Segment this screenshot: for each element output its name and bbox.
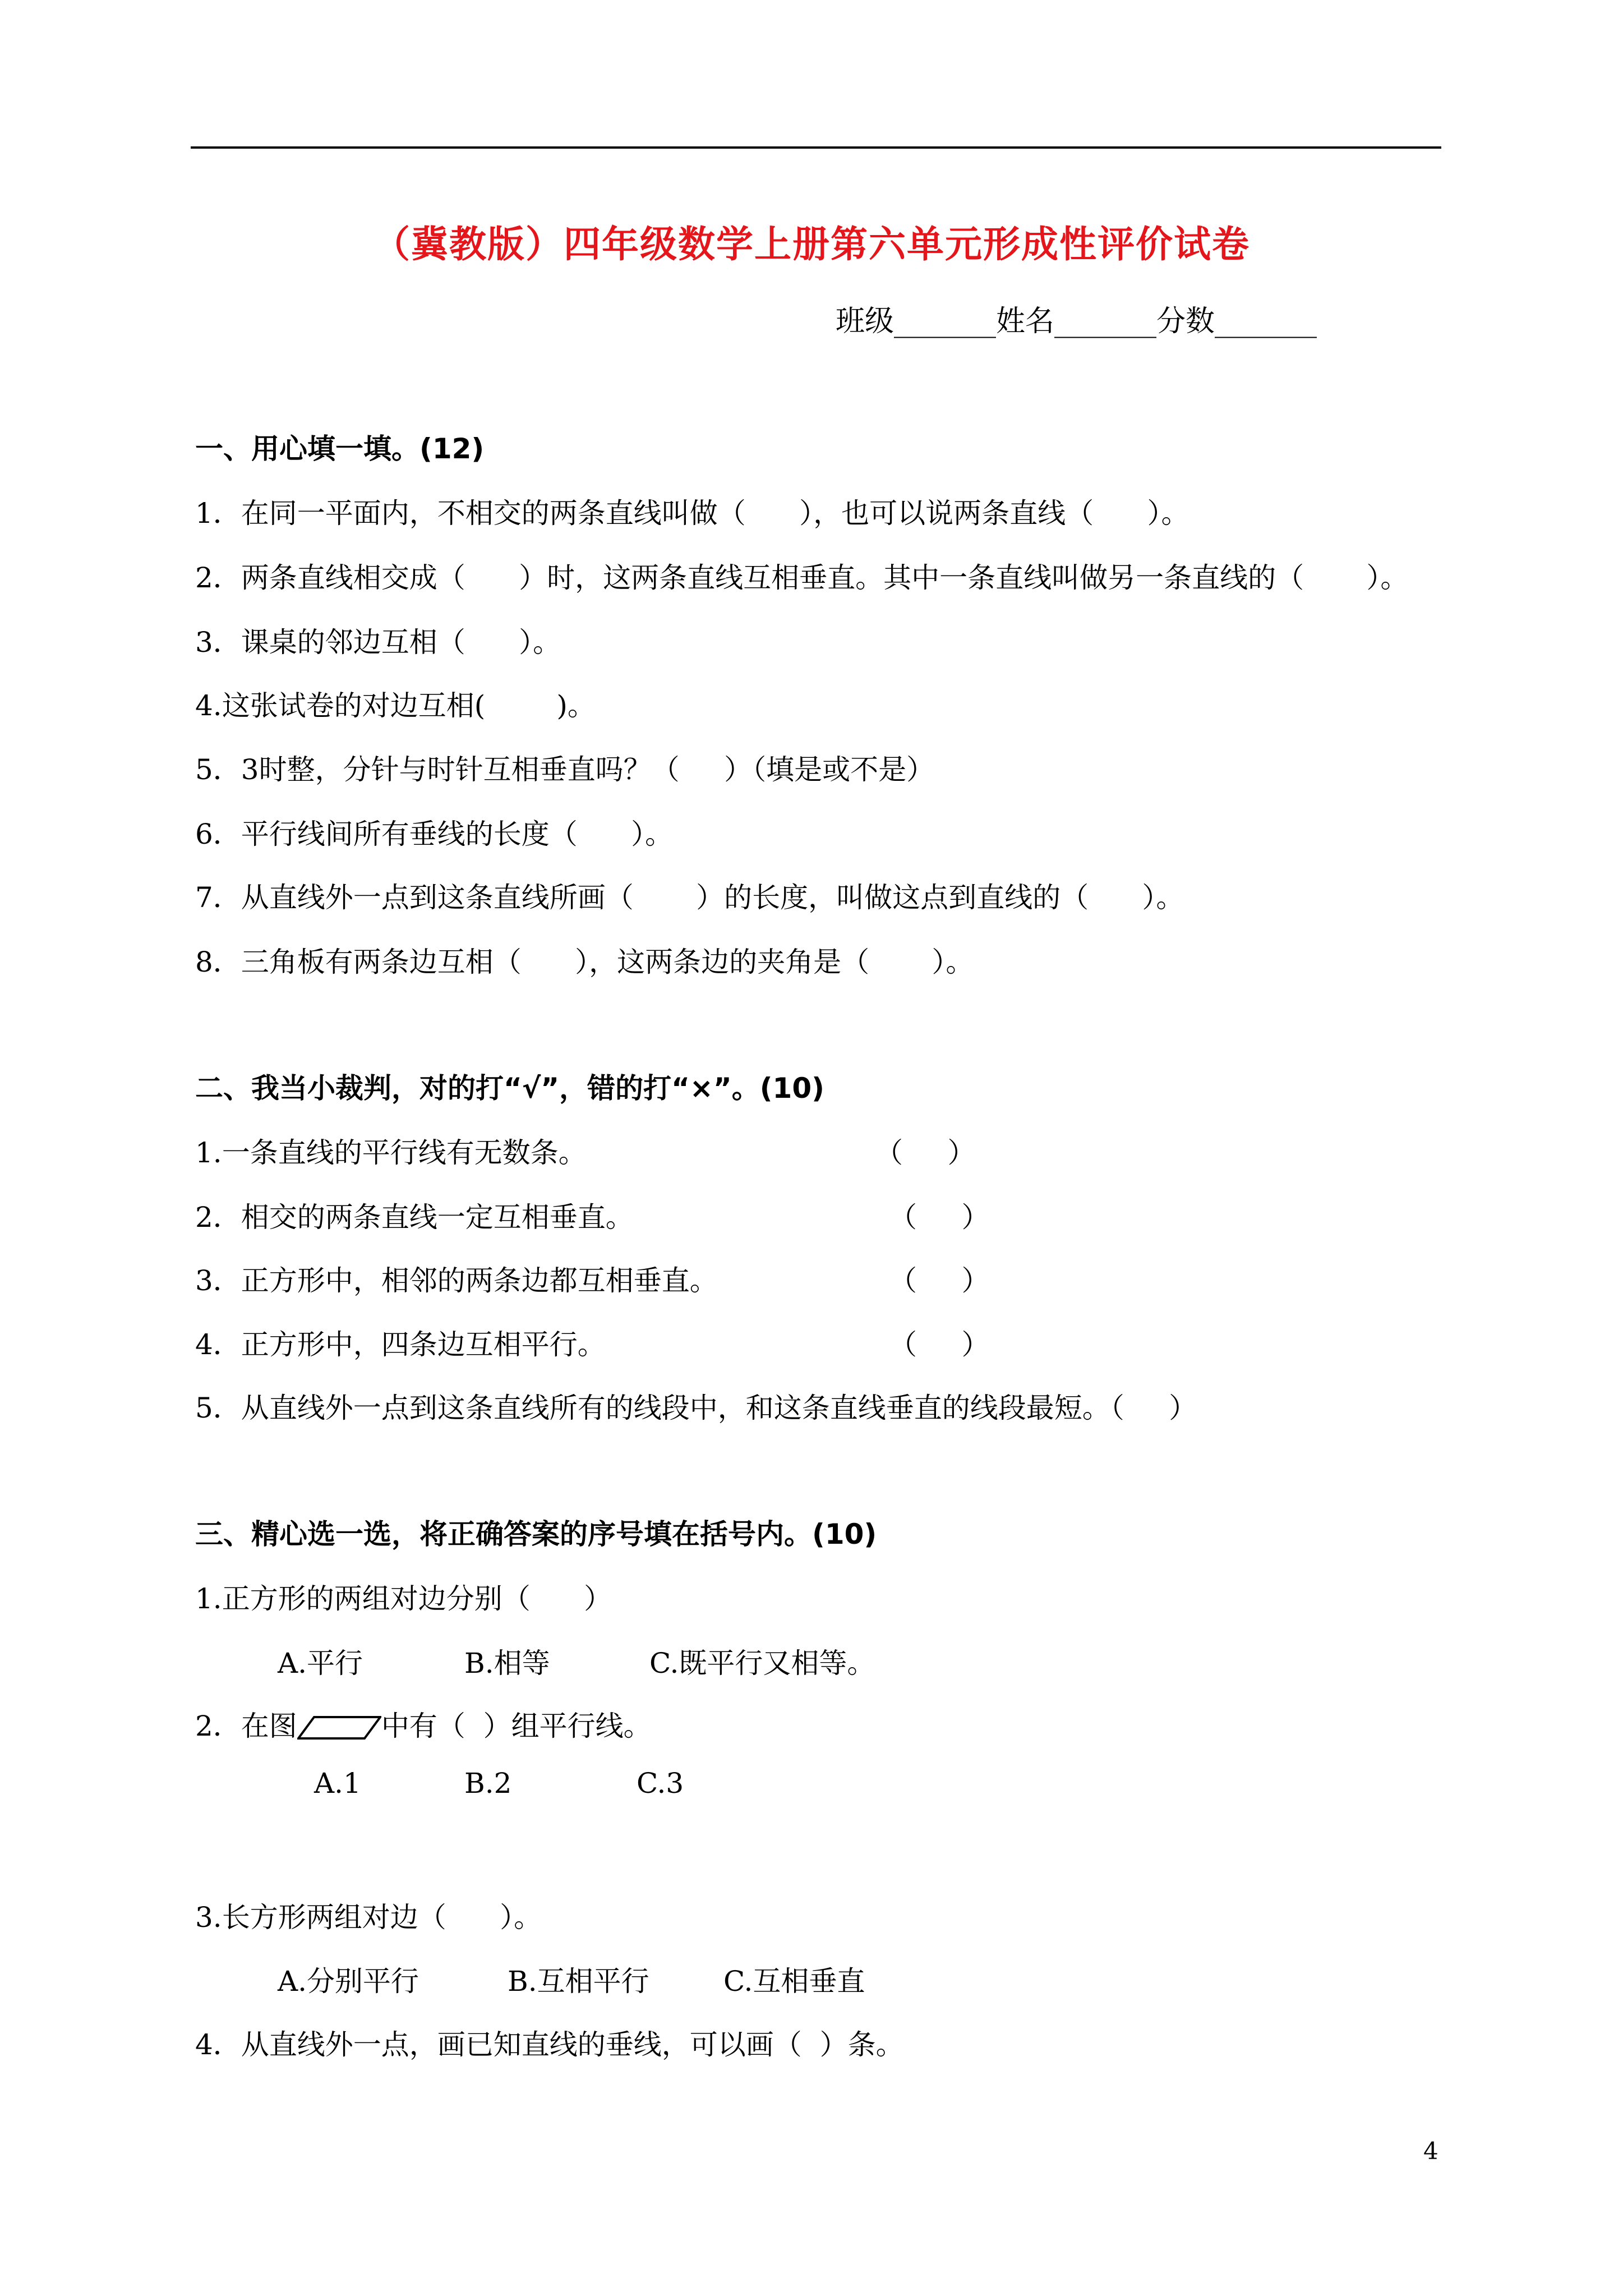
s2-item-1: 1.一条直线的平行线有无数条。 — [195, 1137, 587, 1169]
s3-question-1: 1.正方形的两组对边分别（ ） — [195, 1582, 612, 1615]
s3-q2-prefix: 2．在图 — [195, 1710, 297, 1742]
header-rule — [191, 146, 1441, 149]
s2-item-3: 3．正方形中，相邻的两条边都互相垂直。 — [195, 1264, 718, 1297]
s3-q2-option-c: C.3 — [637, 1767, 684, 1800]
parallelogram-icon — [297, 1715, 381, 1740]
section3-heading: 三、精心选一选，将正确答案的序号填在括号内。(10) — [195, 1518, 877, 1550]
student-info-line: 班级_______姓名_______分数_______ — [836, 305, 1317, 338]
s3-question-2 — [195, 1704, 652, 1744]
s2-item-2: 2．相交的两条直线一定互相垂直。 — [195, 1201, 634, 1234]
s2-answer-bracket-2: （ ） — [889, 1201, 990, 1234]
s3-q2-suffix: 中有（ ）组平行线。 — [381, 1710, 652, 1742]
s1-item-7: 7．从直线外一点到这条直线所画（ ）的长度，叫做这点到直线的（ ）。 — [195, 881, 1184, 914]
s1-item-6: 6．平行线间所有垂线的长度（ ）。 — [195, 818, 674, 850]
s1-item-1: 1．在同一平面内，不相交的两条直线叫做（ ），也可以说两条直线（ ）。 — [195, 497, 1189, 530]
s2-item-5: 5．从直线外一点到这条直线所有的线段中，和这条直线垂直的线段最短。（ ） — [195, 1392, 1197, 1424]
s1-item-2: 2．两条直线相交成（ ）时，这两条直线互相垂直。其中一条直线叫做另一条直线的（ ）。 — [195, 562, 1409, 594]
s3-q1-option-b: B.相等 — [464, 1647, 550, 1680]
s1-item-5: 5．3时整，分针与时针互相垂直吗？（ ）（填是或不是） — [195, 753, 935, 786]
s2-item-4: 4．正方形中，四条边互相平行。 — [195, 1328, 606, 1361]
s1-item-4: 4.这张试卷的对边互相( )。 — [195, 689, 596, 722]
s3-q2-option-a: A.1 — [314, 1767, 361, 1800]
s1-item-3: 3．课桌的邻边互相（ ）。 — [195, 626, 561, 659]
section1-heading: 一、用心填一填。(12) — [195, 432, 485, 465]
s3-q3-option-a: A.分别平行 — [278, 1965, 419, 1998]
s3-q3-option-b: B.互相平行 — [508, 1965, 649, 1998]
s2-answer-bracket-4: （ ） — [889, 1328, 990, 1361]
s1-item-8: 8．三角板有两条边互相（ ），这两条边的夹角是（ ）。 — [195, 946, 974, 978]
section2-heading: 二、我当小裁判，对的打“√”，错的打“×”。(10) — [195, 1072, 824, 1105]
s3-q1-option-a: A.平行 — [278, 1647, 363, 1680]
s3-question-4: 4．从直线外一点，画已知直线的垂线，可以画（ ）条。 — [195, 2028, 904, 2061]
s3-q2-option-b: B.2 — [464, 1767, 512, 1800]
s3-question-3: 3.长方形两组对边（ ）。 — [195, 1901, 542, 1934]
s3-q3-option-c: C.互相垂直 — [723, 1965, 865, 1998]
s2-answer-bracket-3: （ ） — [889, 1264, 990, 1297]
exam-title: （冀教版）四年级数学上册第六单元形成性评价试卷 — [373, 223, 1250, 266]
page-number: 4 — [1423, 2137, 1438, 2165]
s3-q1-option-c: C.既平行又相等。 — [649, 1647, 875, 1680]
s2-answer-bracket-1: （ ） — [875, 1137, 976, 1169]
